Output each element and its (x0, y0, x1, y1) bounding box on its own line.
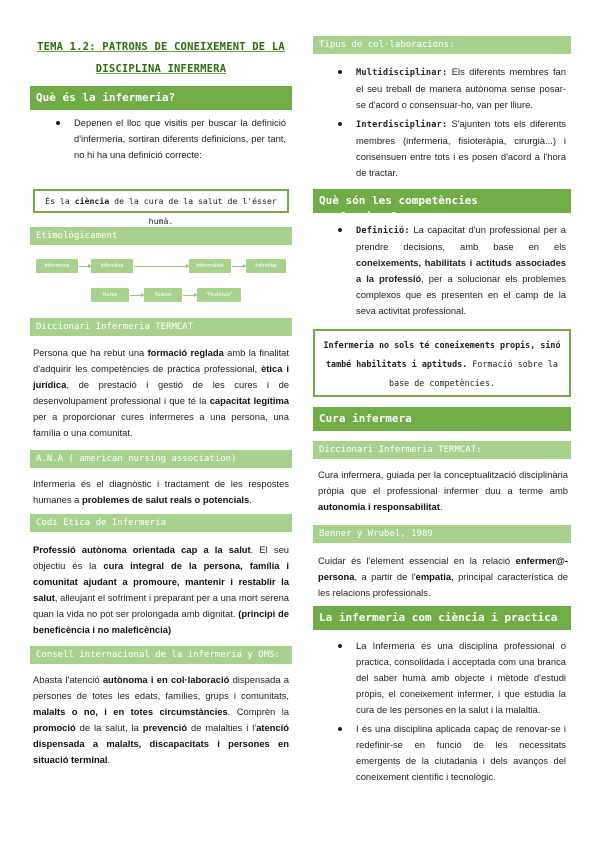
heading-tipus: Tipus de col·laboracions: (313, 36, 571, 54)
flow-box-informalitat: Informalitat (189, 259, 231, 273)
competencies-bullets (356, 222, 566, 322)
list-item: I és una disciplina aplicada capaç de renovar-se i redefinir-se en funció de les necessitats emergents de la ciutadania i dels avanços del coneixement científic i tecnològic. (356, 721, 566, 785)
title-line-1: TEMA 1.2: PATRONS DE CONEIXEMENT DE LA (37, 41, 285, 53)
heading-etimologia: Etimològicament (30, 227, 292, 245)
benner-definition: Cuidar és l'element essencial en la relació enfermer@-persona, a partir de l'empatia, principal característica de les relacions professionals. (318, 555, 568, 598)
heading-cura: Cura infermera (313, 407, 571, 431)
arrow-icon (232, 266, 244, 267)
termcat-definition: Persona que ha rebut una formació reglada amb la finalitat d'adquirir les competències de pràctica professional, ètica i jurídica, de prestació i gestió de les cures i de desenvolupament professional i que té la capacitat legítima per a proporcionar cures infermeres a una persona, una família o una comunitat. (33, 347, 290, 438)
cio-definition: Abasta l'atenció autònoma i en col·laboració dispensada a persones de totes les edats, famílies, grups i comunitats, malalts o no, i en totes circumstàncies. Comprèn la promoció de la salut, la prevenció de malalties i l'atenció dispensada a malalts, discapacitats i persones en situació terminal. (33, 674, 290, 765)
bullet-icon (338, 228, 342, 232)
flow-box-nodrizza: "Nodrizza" (197, 288, 241, 302)
list-item: Depenen el lloc que visitis per buscar la definició d'infermeria, sortiran diferents definicions, per tant, no hi ha una definició correcte: (74, 115, 286, 163)
cura-definition: Cura infermera, guiada per la conceptualització disciplinària pròpia que el professional infermer duu a terme amb autonomia i responsabilitat. (318, 469, 568, 512)
bullet-icon (338, 644, 342, 648)
list-item: Interdisciplinar: S'ajunten tots els diferents membres (infermeria, fisioteràpia, cirurgià...) i consensuen entre tots i es posen d'acord a l'hora de tractar. (356, 116, 566, 181)
bullet-icon (338, 727, 342, 731)
flow-box-infirmitat: Infirmitat (246, 259, 286, 273)
heading-cio: Consell internacional de la infermeria y OMS: (30, 646, 292, 664)
page-title (30, 36, 292, 80)
que-es-bullets (74, 115, 286, 166)
heading-competencies: Què són les competències professionals (313, 189, 571, 213)
arrow-icon (130, 295, 142, 296)
bullet-icon (338, 122, 342, 126)
bullet-icon (338, 70, 342, 74)
ana-definition: Infermeria és el diagnòstic i tractament de les respostes humanes a problemes de salut reals o potencials. (33, 478, 289, 505)
bullet-icon (56, 121, 60, 125)
flow-box-infermeria: Infermeria (36, 259, 78, 273)
title-line-2: DISCIPLINA INFERMERA (95, 63, 227, 75)
flow-box-nurse: Nurse (91, 288, 129, 302)
flow-box-nutrire: Nutrire (144, 288, 182, 302)
heading-dic-termcat: Diccionari Infermeria TERMCAT (30, 318, 292, 336)
heading-ciencia: La infermeria com ciència i practica (313, 606, 571, 630)
flow-box-infirmitas: Infirmitas (91, 259, 133, 273)
heading-codi-etica: Codi Ètica de Infermeria (30, 514, 292, 532)
ciencia-bullets (356, 638, 566, 788)
heading-ana: A.N.A ( american nursing association) (30, 450, 292, 468)
arrow-icon (134, 266, 187, 267)
arrow-icon (183, 295, 195, 296)
codi-etica-definition: Professió autònoma orientada cap a la salut. El seu objectiu és la cura integral de la persona, família i comunitat ajudant a promoure, mantenir i restablir la salut, alleujant el sofriment i preparant per a una mort serena quan la vida no pot ser prolongada amb dignitat. (principi de beneficència i no maleficència) (33, 544, 289, 635)
heading-cura-termcat: Diccionari Infermeria TERMCAT: (313, 441, 571, 459)
list-item: La Infermeria és una disciplina professional o practica, consolidada i acceptada com una branca del saber humà amb objecte i mètode d'estudi propis, el coneixement infermer, i que estudia la cura de les persones en la salut i la malaltia. (356, 638, 566, 718)
heading-que-es: Què és la infermeria? (30, 86, 292, 110)
definition-box: És la ciència de la cura de la salut de l'ésser humà. (33, 189, 289, 213)
professional-box: Infermeria no sols té coneixements propis, sinó també habilitats i aptituds. Formació sobre la base de competències. (313, 329, 571, 397)
list-item: Multidisciplinar: Els diferents membres fan el seu treball de manera autònoma sense posar-se d'acord o consensuar-ho, van per lliure. (356, 64, 566, 113)
list-item: Definició: La capacitat d'un professional per a prendre decisions, amb base en els coneixements, habilitats i actituds associades a la professió, per a solucionar els problemes complexos que es presenten en el camp de la seva activitat professional. (356, 222, 566, 319)
tipus-bullets (356, 64, 566, 184)
heading-benner: Benner y Wrubel, 1989 (313, 525, 571, 543)
arrow-icon (79, 266, 89, 267)
